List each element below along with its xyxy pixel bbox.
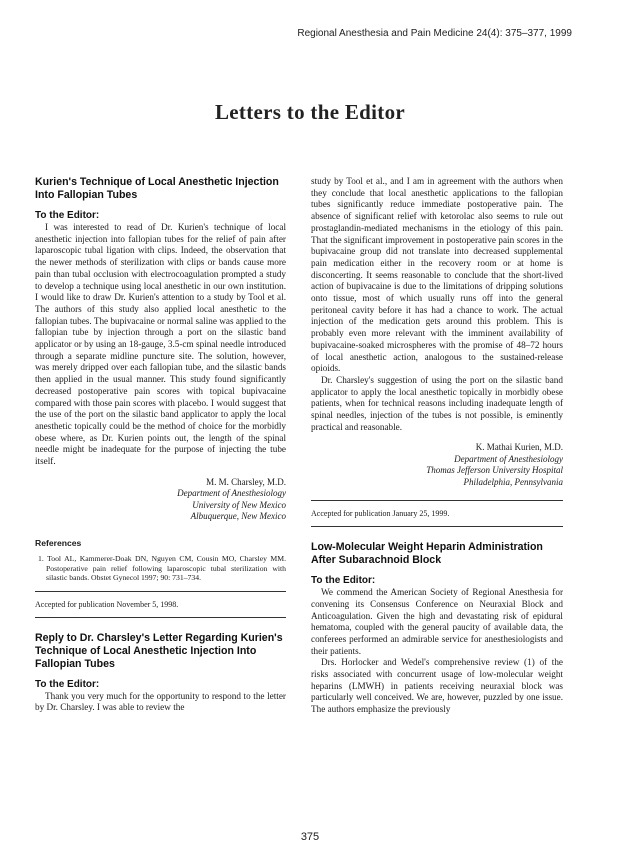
letter1-title: Kurien's Technique of Local Anesthetic Injection Into Fallopian Tubes: [35, 176, 279, 201]
letter2-sig-univ: Thomas Jefferson University Hospital: [426, 465, 563, 476]
letter2-body: Thank you very much for the opportunity to respond to the letter by Dr. Charsley. I was able to review the: [35, 690, 286, 713]
letter1-sig-dept: Department of Anesthesiology: [177, 488, 286, 499]
letter1-body: I was interested to read of Dr. Kurien's technique of local anesthetic injection into fallopian tubes for the relief of pain after laparoscopic tubal ligation with clips. Indeed, the observation that the newer methods of sterilization with clips or bands cause more pain than tubal occlusion with electrocoagulation prompted a study to develop a technique using local anesthetic in our own institution. I would like to draw Dr. Kurien's attention to a study by Tool et al. The authors of this study also applied local anesthetic to the fallopian tubes. The bupivacaine or normal saline was applied to the fallopian tube by injection through a port on the silastic band applicator or by using an 18-gauge, 3.5-cm spinal needle introduced through a separate midline puncture site. The solution, however, was merely dripped over each fallopian tube, and the silastic bands then applied in the usual manner. This study found significantly decreased postoperative pain scores with topical bupivacaine compared with those pain scores with placebo. I would suggest that the use of the port on the silastic band applicator to apply the local anesthetic topically could be the method of choice for the morbidly obese where, as Dr. Kurien points out, the length of the spinal needle might be inadequate for the purpose of injecting the tube itself.: [35, 222, 286, 467]
letter3-title: Low-Molecular Weight Heparin Administration After Subarachnoid Block: [311, 541, 543, 567]
letter3-body2: Drs. Horlocker and Wedel's comprehensive review (1) of the risks associated with concurrent usage of low-molecular weight heparins (LMWH) in patients receiving neuraxial block was particularly well conceived. We are, however, puzzled by one issue. The authors emphasize the previously: [311, 657, 563, 715]
letter3-salutation: To the Editor:: [311, 575, 376, 587]
letter2-sig-city: Philadelphia, Pennsylvania: [463, 476, 563, 487]
references-heading: References: [35, 538, 82, 549]
letter3-body1: We commend the American Society of Regional Anesthesia for convening its Consensus Conference on Neuraxial Block and Anticoagulation. Given the high and devastating risk of epidural hematoma, coupled with the general paucity of available data, the conferees performed an admirable service for anesthesiologists and their patients.: [311, 587, 563, 656]
letter2-signature: [311, 442, 563, 488]
left-column: [35, 176, 286, 714]
page-number: 375: [300, 831, 320, 843]
letter2-salutation: To the Editor:: [35, 678, 100, 690]
letter1-accepted: Accepted for publication November 5, 1998.: [35, 591, 286, 609]
letter1-salutation: To the Editor:: [35, 210, 100, 221]
letter1-sig-city: Albuquerque, New Mexico: [190, 510, 286, 521]
letter2-sig-dept: Department of Anesthesiology: [454, 453, 563, 464]
spacer: [35, 618, 286, 632]
right-column: [311, 176, 563, 716]
letter2-accepted: Accepted for publication January 25, 1999.: [311, 500, 563, 518]
letter2-sig-name: K. Mathai Kurien, M.D.: [475, 442, 563, 453]
letter2-body-cont1: study by Tool et al., and I am in agreement with the authors when they conclude that local anesthetic applications to the fallopian tubes significantly reduce immediate postoperative pain. The absence of significant relief with ketorolac also seems to rule out prostaglandin-mediated mechanisms in the etiology of this pain. That the significant improvement in postoperative pain scores in the bupivacaine group did not translate into decreased supplemental pain medication either in the recovery room or at home is disconcerting. It seems reasonable to conclude that the short-lived action of bupivacaine is due to the limitations of dripping solutions onto tissue, most of which usually runs off into the general peritoneal cavity before it has had a chance to work. The actual injection of the medication gets around this problem. This is probably even more relevant with the imminent availability of bupivacaine-soaked microspheres with the promise of 48–72 hours of local anesthetic action, analogous to the sustained-release opioids.: [311, 176, 563, 374]
letter2-title: Reply to Dr. Charsley's Letter Regarding Kurien's Technique of Local Anesthetic Injection Into Fallopian Tubes: [35, 631, 283, 670]
letter2-body-cont2: Dr. Charsley's suggestion of using the port on the silastic band applicator to apply the local anesthetic topically in morbidly obese patients, when for technical reasons including inadequate length of spinal needles, injection of the tubes is not possible, is eminently practical and reasonable.: [311, 374, 563, 432]
running-header: Regional Anesthesia and Pain Medicine 24(4): 375–377, 1999: [297, 28, 572, 39]
letter1-signature: [35, 477, 286, 523]
page-title: Letters to the Editor: [215, 100, 405, 124]
letter1-sig-name: M. M. Charsley, M.D.: [206, 476, 286, 487]
spacer-right: [311, 527, 563, 541]
letter1-sig-univ: University of New Mexico: [192, 499, 286, 510]
reference-1: 1. Tool AL, Kammerer-Doak DN, Nguyen CM, Cousin MO, Charsley MM. Postoperative pain relief following laparoscopic tubal sterilization with silastic bands. Obstet Gynecol 1997; 90: 731–734.: [38, 554, 286, 583]
